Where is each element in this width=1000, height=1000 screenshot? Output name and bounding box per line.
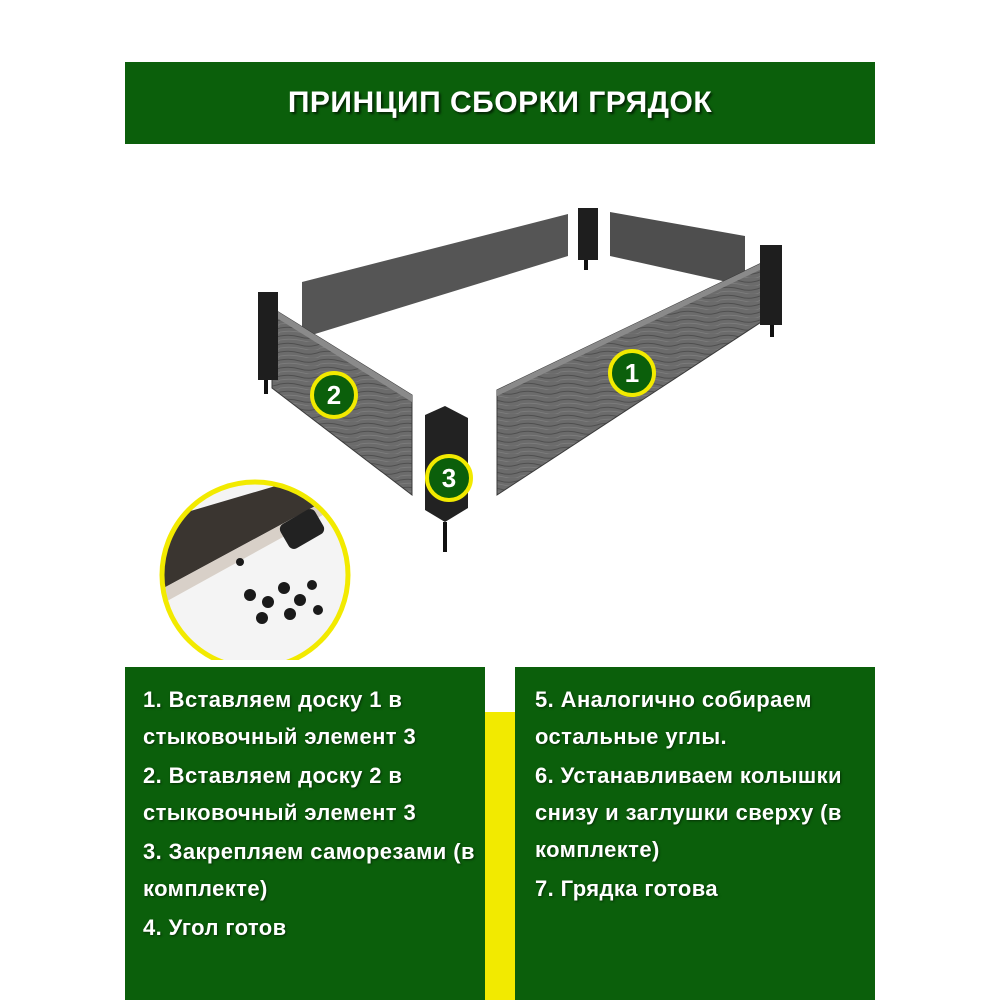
step-1: 1. Вставляем доску 1 в стыковочный элемент 3 bbox=[143, 687, 417, 749]
badge-3 bbox=[427, 456, 471, 500]
badge-3-label: 3 bbox=[441, 463, 457, 493]
step-2: 2. Вставляем доску 2 в стыковочный элемент 3 bbox=[143, 763, 417, 825]
step-3: 3. Закрепляем саморезами (в комплекте) bbox=[143, 839, 475, 901]
corner-connector-left bbox=[258, 292, 278, 380]
board-back-right bbox=[610, 212, 745, 286]
step-7: 7. Грядка готова bbox=[535, 876, 718, 901]
page-title: ПРИНЦИП СБОРКИ ГРЯДОК bbox=[287, 86, 713, 119]
step-4: 4. Угол готов bbox=[143, 915, 287, 940]
badge-2 bbox=[312, 373, 356, 417]
instructions-left-panel bbox=[125, 667, 485, 1000]
badge-1-label: 1 bbox=[624, 358, 640, 388]
badge-1 bbox=[610, 351, 654, 395]
corner-connector-right bbox=[760, 245, 782, 325]
board-back-left bbox=[302, 214, 568, 338]
yellow-accent-strip bbox=[485, 712, 515, 1000]
step-5: 5. Аналогично собираем остальные углы. bbox=[535, 687, 812, 749]
screws-detail-inset bbox=[160, 470, 350, 660]
corner-connector-back bbox=[578, 208, 598, 260]
instructions-right-panel bbox=[515, 667, 875, 1000]
badge-2-label: 2 bbox=[326, 380, 342, 410]
garden-bed-illustration bbox=[0, 190, 1000, 660]
step-6: 6. Устанавливаем колышки снизу и заглушки сверху (в комплекте) bbox=[535, 763, 842, 862]
title-banner bbox=[125, 62, 875, 144]
